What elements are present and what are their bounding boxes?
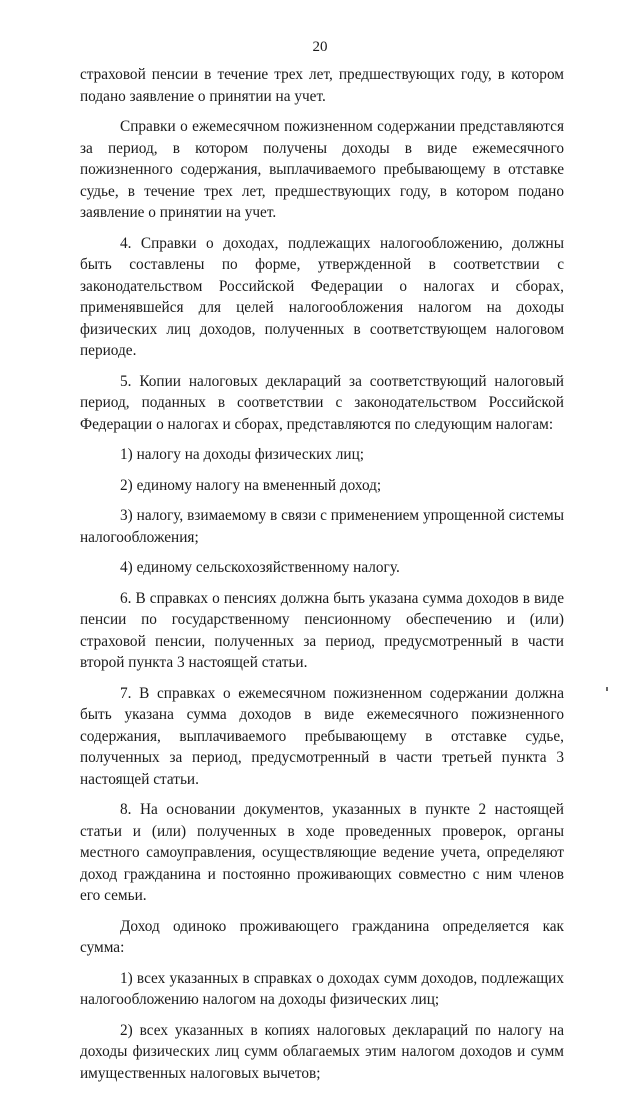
margin-mark <box>606 687 608 691</box>
list-item: 3) налогу, взимаемому в связи с применением упрощенной системы налогообложения; <box>80 507 564 546</box>
paragraph: страховой пенсии в течение трех лет, предшествующих году, в котором подано заявление о принятии на учет. <box>80 66 564 105</box>
page-number: 20 <box>312 39 328 55</box>
list-item: 1) всех указанных в справках о доходах сумм доходов, подлежащих налогообложению налогом на доходы физических лиц; <box>80 969 564 1008</box>
list-item: 2) единому налогу на вмененный доход; <box>120 476 382 494</box>
paragraph: Справки о ежемесячном пожизненном содержании представляются за период, в котором получены доходы в виде ежемесячного пожизненного содержания, выплачиваемого пребывающему в отставке судье, в течение трех лет, предшествующих году, в котором подано заявление о принятии на учет. <box>80 118 564 221</box>
paragraph: Доход одиноко проживающего гражданина определяется как сумма: <box>80 917 564 956</box>
paragraph: 4. Справки о доходах, подлежащих налогообложению, должны быть составлены по форме, утвержденной в соответствии с законодательством Российской Федерации о налогах и сборах, применявшейся для целей налогообложения налогом на доходы физических лиц доходов, полученных в соответствующем налоговом периоде. <box>80 234 564 359</box>
paragraph: 5. Копии налоговых деклараций за соответствующий налоговый период, поданных в соответствии с законодательством Российской Федерации о налогах и сборах, представляются по следующим налогам: <box>80 372 564 433</box>
paragraph: 8. На основании документов, указанных в пункте 2 настоящей статьи и (или) полученных в ходе проведенных проверок, органы местного самоуправления, осуществляющие ведение учета, определяют доход гражданина и постоянно проживающих совместно с ним членов его семьи. <box>80 801 564 904</box>
paragraph: 6. В справках о пенсиях должна быть указана сумма доходов в виде пенсии по государственному пенсионному обеспечению и (или) страховой пенсии, полученных за период, предусмотренный в части второй пункта 3 настоящей статьи. <box>80 589 564 671</box>
list-item: 4) единому сельскохозяйственному налогу. <box>120 559 400 576</box>
list-item: 2) всех указанных в копиях налоговых деклараций по налогу на доходы физических лиц сумм облагаемых этим налогом доходов и сумм имущественных налоговых вычетов; <box>80 1021 564 1082</box>
list-item: 1) налогу на доходы физических лиц; <box>120 446 365 463</box>
paragraph: 7. В справках о ежемесячном пожизненном содержании должна быть указана сумма доходов в виде ежемесячного пожизненного содержания, выплачиваемого пребывающему в отставке судье, полученных за период, предусмотренный в части третьей пункта 3 настоящей статьи. <box>80 684 564 788</box>
document-body <box>80 64 564 1093</box>
